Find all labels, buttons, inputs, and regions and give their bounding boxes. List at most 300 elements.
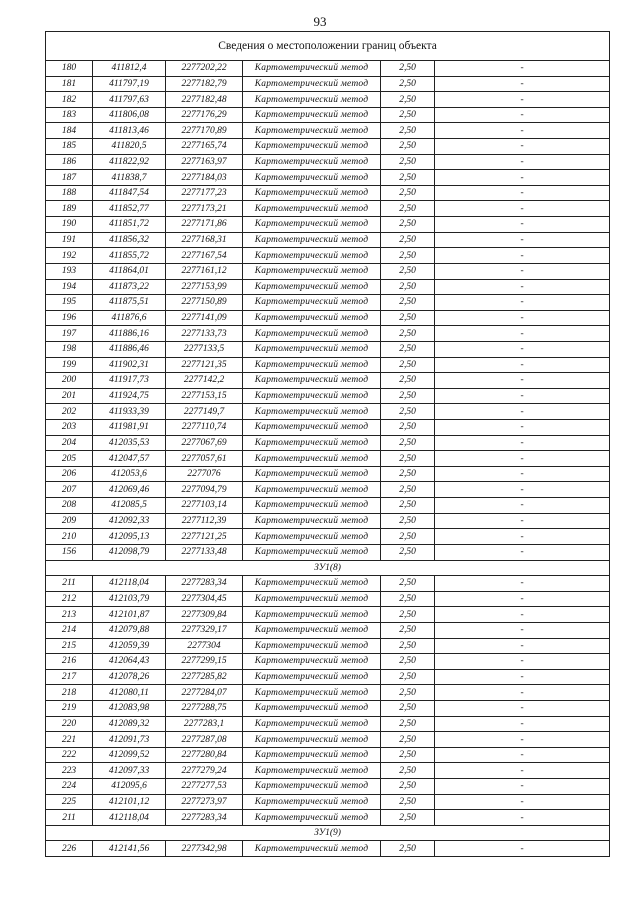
note-cell: - (435, 388, 610, 404)
y-coordinate-cell: 2277277,53 (166, 779, 243, 795)
note-cell: - (435, 154, 610, 170)
accuracy-cell: 2,50 (381, 841, 435, 857)
table-row (46, 841, 610, 857)
table-row (46, 373, 610, 389)
point-number-cell: 203 (46, 420, 93, 436)
point-number-cell: 197 (46, 326, 93, 342)
method-cell: Картометрический метод (243, 170, 381, 186)
x-coordinate-cell: 412064,43 (93, 654, 166, 670)
section-label: ЗУ1(9) (46, 825, 610, 841)
note-cell: - (435, 232, 610, 248)
table-row (46, 404, 610, 420)
point-number-cell: 215 (46, 638, 93, 654)
note-cell: - (435, 201, 610, 217)
y-coordinate-cell: 2277285,82 (166, 669, 243, 685)
x-coordinate-cell: 412047,57 (93, 451, 166, 467)
note-cell: - (435, 638, 610, 654)
table-row (46, 248, 610, 264)
point-number-cell: 218 (46, 685, 93, 701)
y-coordinate-cell: 2277184,03 (166, 170, 243, 186)
method-cell: Картометрический метод (243, 669, 381, 685)
point-number-cell: 198 (46, 341, 93, 357)
accuracy-cell: 2,50 (381, 529, 435, 545)
x-coordinate-cell: 412085,5 (93, 498, 166, 514)
note-cell: - (435, 92, 610, 108)
y-coordinate-cell: 2277173,21 (166, 201, 243, 217)
table-row (46, 435, 610, 451)
y-coordinate-cell: 2277182,48 (166, 92, 243, 108)
point-number-cell: 189 (46, 201, 93, 217)
method-cell: Картометрический метод (243, 107, 381, 123)
accuracy-cell: 2,50 (381, 591, 435, 607)
point-number-cell: 225 (46, 794, 93, 810)
accuracy-cell: 2,50 (381, 279, 435, 295)
method-cell: Картометрический метод (243, 466, 381, 482)
x-coordinate-cell: 411864,01 (93, 263, 166, 279)
y-coordinate-cell: 2277150,89 (166, 295, 243, 311)
accuracy-cell: 2,50 (381, 420, 435, 436)
accuracy-cell: 2,50 (381, 263, 435, 279)
table-row (46, 638, 610, 654)
method-cell: Картометрический метод (243, 123, 381, 139)
x-coordinate-cell: 411873,22 (93, 279, 166, 295)
method-cell: Картометрический метод (243, 607, 381, 623)
table-row (46, 326, 610, 342)
table-row (46, 76, 610, 92)
point-number-cell: 187 (46, 170, 93, 186)
x-coordinate-cell: 412118,04 (93, 576, 166, 592)
point-number-cell: 208 (46, 498, 93, 514)
y-coordinate-cell: 2277280,84 (166, 747, 243, 763)
point-number-cell: 192 (46, 248, 93, 264)
method-cell: Картометрический метод (243, 420, 381, 436)
point-number-cell: 211 (46, 810, 93, 826)
point-number-cell: 182 (46, 92, 93, 108)
point-number-cell: 183 (46, 107, 93, 123)
table-row (46, 700, 610, 716)
accuracy-cell: 2,50 (381, 217, 435, 233)
table-row (46, 123, 610, 139)
table-row (46, 498, 610, 514)
method-cell: Картометрический метод (243, 716, 381, 732)
y-coordinate-cell: 2277283,34 (166, 576, 243, 592)
point-number-cell: 188 (46, 185, 93, 201)
method-cell: Картометрический метод (243, 591, 381, 607)
note-cell: - (435, 654, 610, 670)
method-cell: Картометрический метод (243, 576, 381, 592)
table-title-row (46, 32, 610, 61)
accuracy-cell: 2,50 (381, 76, 435, 92)
y-coordinate-cell: 2277283,34 (166, 810, 243, 826)
point-number-cell: 186 (46, 154, 93, 170)
y-coordinate-cell: 2277168,31 (166, 232, 243, 248)
table-row (46, 544, 610, 560)
note-cell: - (435, 123, 610, 139)
y-coordinate-cell: 2277149,7 (166, 404, 243, 420)
x-coordinate-cell: 411855,72 (93, 248, 166, 264)
note-cell: - (435, 513, 610, 529)
x-coordinate-cell: 412080,11 (93, 685, 166, 701)
x-coordinate-cell: 412069,46 (93, 482, 166, 498)
table-row (46, 622, 610, 638)
note-cell: - (435, 217, 610, 233)
accuracy-cell: 2,50 (381, 747, 435, 763)
point-number-cell: 206 (46, 466, 93, 482)
note-cell: - (435, 435, 610, 451)
y-coordinate-cell: 2277121,25 (166, 529, 243, 545)
x-coordinate-cell: 411924,75 (93, 388, 166, 404)
x-coordinate-cell: 412098,79 (93, 544, 166, 560)
method-cell: Картометрический метод (243, 185, 381, 201)
method-cell: Картометрический метод (243, 435, 381, 451)
y-coordinate-cell: 2277202,22 (166, 61, 243, 77)
y-coordinate-cell: 2277110,74 (166, 420, 243, 436)
section-header-row (46, 825, 610, 841)
table-row (46, 732, 610, 748)
accuracy-cell: 2,50 (381, 107, 435, 123)
x-coordinate-cell: 411875,51 (93, 295, 166, 311)
x-coordinate-cell: 412089,32 (93, 716, 166, 732)
accuracy-cell: 2,50 (381, 810, 435, 826)
point-number-cell: 209 (46, 513, 93, 529)
point-number-cell: 196 (46, 310, 93, 326)
x-coordinate-cell: 411886,16 (93, 326, 166, 342)
accuracy-cell: 2,50 (381, 794, 435, 810)
accuracy-cell: 2,50 (381, 154, 435, 170)
method-cell: Картометрический метод (243, 154, 381, 170)
accuracy-cell: 2,50 (381, 451, 435, 467)
method-cell: Картометрический метод (243, 498, 381, 514)
note-cell: - (435, 107, 610, 123)
accuracy-cell: 2,50 (381, 310, 435, 326)
y-coordinate-cell: 2277133,73 (166, 326, 243, 342)
method-cell: Картометрический метод (243, 76, 381, 92)
table-row (46, 201, 610, 217)
y-coordinate-cell: 2277279,24 (166, 763, 243, 779)
y-coordinate-cell: 2277133,5 (166, 341, 243, 357)
method-cell: Картометрический метод (243, 810, 381, 826)
point-number-cell: 204 (46, 435, 93, 451)
accuracy-cell: 2,50 (381, 139, 435, 155)
x-coordinate-cell: 412103,79 (93, 591, 166, 607)
note-cell: - (435, 622, 610, 638)
table-row (46, 591, 610, 607)
point-number-cell: 156 (46, 544, 93, 560)
note-cell: - (435, 779, 610, 795)
x-coordinate-cell: 412141,56 (93, 841, 166, 857)
accuracy-cell: 2,50 (381, 466, 435, 482)
accuracy-cell: 2,50 (381, 341, 435, 357)
accuracy-cell: 2,50 (381, 654, 435, 670)
method-cell: Картометрический метод (243, 685, 381, 701)
accuracy-cell: 2,50 (381, 295, 435, 311)
table-row (46, 669, 610, 685)
accuracy-cell: 2,50 (381, 638, 435, 654)
note-cell: - (435, 373, 610, 389)
note-cell: - (435, 498, 610, 514)
y-coordinate-cell: 2277161,12 (166, 263, 243, 279)
y-coordinate-cell: 2277299,15 (166, 654, 243, 670)
table-row (46, 576, 610, 592)
y-coordinate-cell: 2277141,09 (166, 310, 243, 326)
table-row (46, 654, 610, 670)
point-number-cell: 200 (46, 373, 93, 389)
y-coordinate-cell: 2277142,2 (166, 373, 243, 389)
y-coordinate-cell: 2277304,45 (166, 591, 243, 607)
y-coordinate-cell: 2277163,97 (166, 154, 243, 170)
point-number-cell: 193 (46, 263, 93, 279)
accuracy-cell: 2,50 (381, 61, 435, 77)
point-number-cell: 191 (46, 232, 93, 248)
y-coordinate-cell: 2277067,69 (166, 435, 243, 451)
point-number-cell: 211 (46, 576, 93, 592)
point-number-cell: 210 (46, 529, 93, 545)
point-number-cell: 223 (46, 763, 93, 779)
note-cell: - (435, 529, 610, 545)
note-cell: - (435, 404, 610, 420)
point-number-cell: 216 (46, 654, 93, 670)
x-coordinate-cell: 412059,39 (93, 638, 166, 654)
note-cell: - (435, 576, 610, 592)
note-cell: - (435, 669, 610, 685)
accuracy-cell: 2,50 (381, 779, 435, 795)
note-cell: - (435, 466, 610, 482)
accuracy-cell: 2,50 (381, 248, 435, 264)
table-row (46, 92, 610, 108)
table-row (46, 341, 610, 357)
y-coordinate-cell: 2277121,35 (166, 357, 243, 373)
note-cell: - (435, 763, 610, 779)
method-cell: Картометрический метод (243, 747, 381, 763)
table-row (46, 451, 610, 467)
y-coordinate-cell: 2277182,79 (166, 76, 243, 92)
x-coordinate-cell: 411820,5 (93, 139, 166, 155)
accuracy-cell: 2,50 (381, 669, 435, 685)
method-cell: Картометрический метод (243, 654, 381, 670)
method-cell: Картометрический метод (243, 404, 381, 420)
note-cell: - (435, 248, 610, 264)
method-cell: Картометрический метод (243, 341, 381, 357)
note-cell: - (435, 295, 610, 311)
point-number-cell: 217 (46, 669, 93, 685)
x-coordinate-cell: 412079,88 (93, 622, 166, 638)
point-number-cell: 184 (46, 123, 93, 139)
accuracy-cell: 2,50 (381, 201, 435, 217)
accuracy-cell: 2,50 (381, 576, 435, 592)
table-row (46, 154, 610, 170)
table-row (46, 217, 610, 233)
accuracy-cell: 2,50 (381, 700, 435, 716)
x-coordinate-cell: 411813,46 (93, 123, 166, 139)
note-cell: - (435, 310, 610, 326)
method-cell: Картометрический метод (243, 310, 381, 326)
x-coordinate-cell: 412091,73 (93, 732, 166, 748)
boundary-coordinates-table (45, 31, 610, 857)
method-cell: Картометрический метод (243, 732, 381, 748)
y-coordinate-cell: 2277273,97 (166, 794, 243, 810)
x-coordinate-cell: 411797,63 (93, 92, 166, 108)
accuracy-cell: 2,50 (381, 716, 435, 732)
y-coordinate-cell: 2277283,1 (166, 716, 243, 732)
accuracy-cell: 2,50 (381, 123, 435, 139)
table-row (46, 607, 610, 623)
table-row (46, 107, 610, 123)
x-coordinate-cell: 411822,92 (93, 154, 166, 170)
y-coordinate-cell: 2277153,99 (166, 279, 243, 295)
accuracy-cell: 2,50 (381, 404, 435, 420)
table-row (46, 263, 610, 279)
method-cell: Картометрический метод (243, 326, 381, 342)
method-cell: Картометрический метод (243, 700, 381, 716)
accuracy-cell: 2,50 (381, 185, 435, 201)
accuracy-cell: 2,50 (381, 544, 435, 560)
note-cell: - (435, 357, 610, 373)
note-cell: - (435, 451, 610, 467)
page-number: 93 (313, 14, 327, 29)
x-coordinate-cell: 412083,98 (93, 700, 166, 716)
table-row (46, 810, 610, 826)
section-label: ЗУ1(8) (46, 560, 610, 576)
point-number-cell: 181 (46, 76, 93, 92)
x-coordinate-cell: 412095,13 (93, 529, 166, 545)
note-cell: - (435, 685, 610, 701)
note-cell: - (435, 591, 610, 607)
x-coordinate-cell: 411902,31 (93, 357, 166, 373)
method-cell: Картометрический метод (243, 763, 381, 779)
point-number-cell: 195 (46, 295, 93, 311)
x-coordinate-cell: 412099,52 (93, 747, 166, 763)
point-number-cell: 180 (46, 61, 93, 77)
table-row (46, 529, 610, 545)
accuracy-cell: 2,50 (381, 232, 435, 248)
x-coordinate-cell: 411856,32 (93, 232, 166, 248)
method-cell: Картометрический метод (243, 279, 381, 295)
table-row (46, 779, 610, 795)
y-coordinate-cell: 2277342,98 (166, 841, 243, 857)
table-row (46, 310, 610, 326)
table-row (46, 513, 610, 529)
note-cell: - (435, 841, 610, 857)
method-cell: Картометрический метод (243, 61, 381, 77)
table-row (46, 185, 610, 201)
method-cell: Картометрический метод (243, 482, 381, 498)
table-title: Сведения о местоположении границ объекта (46, 32, 610, 61)
table-row (46, 170, 610, 186)
method-cell: Картометрический метод (243, 139, 381, 155)
method-cell: Картометрический метод (243, 373, 381, 389)
accuracy-cell: 2,50 (381, 435, 435, 451)
y-coordinate-cell: 2277112,39 (166, 513, 243, 529)
point-number-cell: 219 (46, 700, 93, 716)
x-coordinate-cell: 411852,77 (93, 201, 166, 217)
method-cell: Картометрический метод (243, 841, 381, 857)
note-cell: - (435, 279, 610, 295)
y-coordinate-cell: 2277094,79 (166, 482, 243, 498)
y-coordinate-cell: 2277170,89 (166, 123, 243, 139)
note-cell: - (435, 326, 610, 342)
accuracy-cell: 2,50 (381, 498, 435, 514)
method-cell: Картометрический метод (243, 779, 381, 795)
accuracy-cell: 2,50 (381, 607, 435, 623)
method-cell: Картометрический метод (243, 248, 381, 264)
table-row (46, 357, 610, 373)
note-cell: - (435, 810, 610, 826)
y-coordinate-cell: 2277165,74 (166, 139, 243, 155)
method-cell: Картометрический метод (243, 529, 381, 545)
y-coordinate-cell: 2277103,14 (166, 498, 243, 514)
accuracy-cell: 2,50 (381, 732, 435, 748)
method-cell: Картометрический метод (243, 295, 381, 311)
x-coordinate-cell: 411917,73 (93, 373, 166, 389)
accuracy-cell: 2,50 (381, 357, 435, 373)
point-number-cell: 185 (46, 139, 93, 155)
method-cell: Картометрический метод (243, 232, 381, 248)
note-cell: - (435, 139, 610, 155)
x-coordinate-cell: 411933,39 (93, 404, 166, 420)
table-row (46, 295, 610, 311)
method-cell: Картометрический метод (243, 217, 381, 233)
point-number-cell: 214 (46, 622, 93, 638)
point-number-cell: 202 (46, 404, 93, 420)
x-coordinate-cell: 411981,91 (93, 420, 166, 436)
accuracy-cell: 2,50 (381, 482, 435, 498)
note-cell: - (435, 716, 610, 732)
y-coordinate-cell: 2277329,17 (166, 622, 243, 638)
method-cell: Картометрический метод (243, 794, 381, 810)
table-row (46, 763, 610, 779)
x-coordinate-cell: 412097,33 (93, 763, 166, 779)
note-cell: - (435, 170, 610, 186)
x-coordinate-cell: 412092,33 (93, 513, 166, 529)
table-row (46, 61, 610, 77)
y-coordinate-cell: 2277133,48 (166, 544, 243, 560)
y-coordinate-cell: 2277177,23 (166, 185, 243, 201)
method-cell: Картометрический метод (243, 622, 381, 638)
table-row (46, 279, 610, 295)
accuracy-cell: 2,50 (381, 763, 435, 779)
point-number-cell: 221 (46, 732, 93, 748)
note-cell: - (435, 732, 610, 748)
table-row (46, 794, 610, 810)
accuracy-cell: 2,50 (381, 326, 435, 342)
point-number-cell: 205 (46, 451, 93, 467)
x-coordinate-cell: 412078,26 (93, 669, 166, 685)
y-coordinate-cell: 2277171,86 (166, 217, 243, 233)
table-row (46, 466, 610, 482)
accuracy-cell: 2,50 (381, 388, 435, 404)
point-number-cell: 220 (46, 716, 93, 732)
table-row (46, 420, 610, 436)
accuracy-cell: 2,50 (381, 92, 435, 108)
method-cell: Картометрический метод (243, 513, 381, 529)
accuracy-cell: 2,50 (381, 170, 435, 186)
table-row (46, 716, 610, 732)
method-cell: Картометрический метод (243, 544, 381, 560)
point-number-cell: 213 (46, 607, 93, 623)
accuracy-cell: 2,50 (381, 373, 435, 389)
accuracy-cell: 2,50 (381, 622, 435, 638)
table-row (46, 232, 610, 248)
method-cell: Картометрический метод (243, 451, 381, 467)
note-cell: - (435, 76, 610, 92)
note-cell: - (435, 263, 610, 279)
point-number-cell: 226 (46, 841, 93, 857)
method-cell: Картометрический метод (243, 357, 381, 373)
point-number-cell: 201 (46, 388, 93, 404)
x-coordinate-cell: 412101,87 (93, 607, 166, 623)
point-number-cell: 224 (46, 779, 93, 795)
note-cell: - (435, 61, 610, 77)
